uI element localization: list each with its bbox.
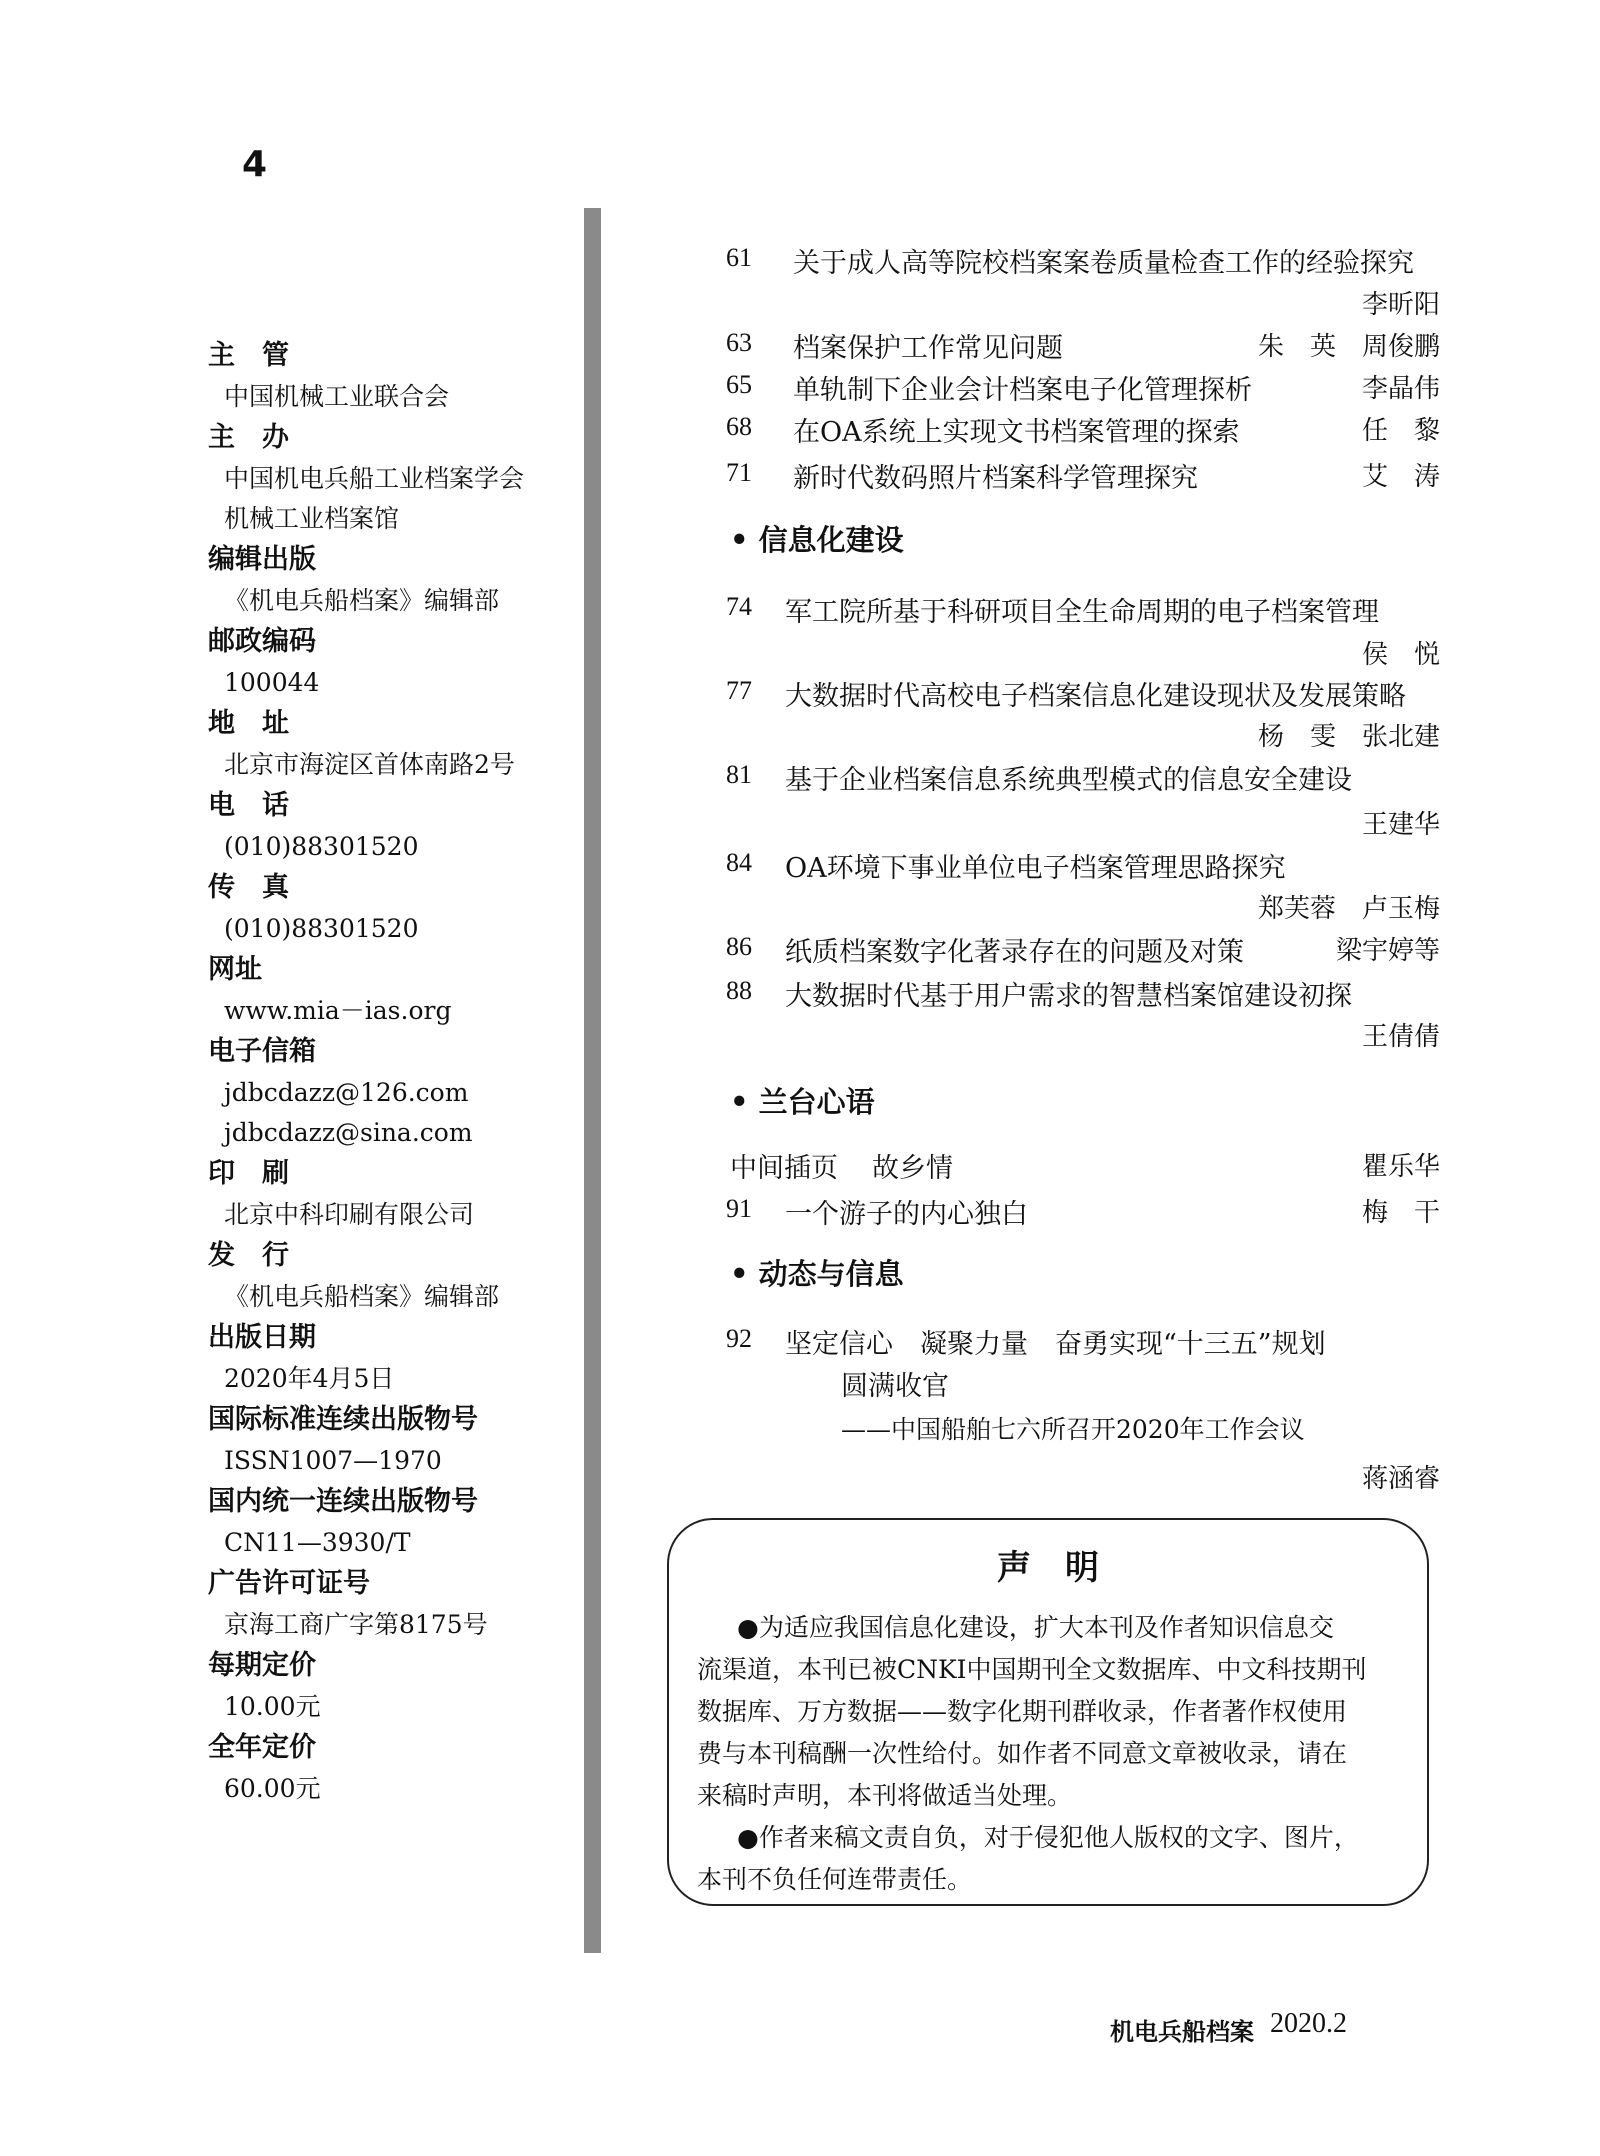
masthead-value[interactable]: jdbcdazz@126.com xyxy=(224,1078,469,1107)
toc-author: 郑芙蓉 卢玉梅 xyxy=(1257,894,1440,924)
masthead-value: 2020年4月5日 xyxy=(224,1364,395,1393)
masthead-value[interactable]: jdbcdazz@sina.com xyxy=(224,1118,473,1147)
notice-line: 数据库、万方数据——数字化期刊群收录，作者著作权使用 xyxy=(697,1697,1348,1726)
notice-line: ●为适应我国信息化建设，扩大本刊及作者知识信息交 xyxy=(737,1613,1334,1642)
masthead-label: 出版日期 xyxy=(208,1322,316,1353)
masthead-sidebar xyxy=(208,335,568,1809)
toc-page: 中间插页 xyxy=(730,1153,838,1184)
toc-author: 瞿乐华 xyxy=(1361,1152,1440,1182)
masthead-label: 主 管 xyxy=(208,340,289,371)
masthead-value: 京海工商广字第8175号 xyxy=(224,1610,488,1639)
column-divider xyxy=(584,208,601,1953)
masthead-value: 10.00元 xyxy=(224,1692,321,1721)
toc-author: 梁宇婷等 xyxy=(1335,936,1440,966)
masthead-label: 电子信箱 xyxy=(208,1036,316,1067)
toc-page: 84 xyxy=(726,848,752,877)
masthead-label: 电 话 xyxy=(208,790,289,821)
toc-title: 档案保护工作常见问题 xyxy=(793,333,1063,364)
toc-title-continued: 圆满收官 xyxy=(841,1371,949,1402)
notice-line: 来稿时声明，本刊将做适当处理。 xyxy=(697,1781,1073,1810)
toc-title: OA环境下事业单位电子档案管理思路探究 xyxy=(785,853,1286,884)
toc-author: 梅 干 xyxy=(1361,1198,1440,1228)
masthead-value: 100044 xyxy=(224,668,320,697)
masthead-value: CN11—3930/T xyxy=(224,1528,411,1557)
masthead-value[interactable]: www.mia－ias.org xyxy=(224,996,452,1025)
masthead-value: 北京市海淀区首体南路2号 xyxy=(224,750,515,779)
masthead-label: 传 真 xyxy=(208,872,289,903)
toc-title: 大数据时代高校电子档案信息化建设现状及发展策略 xyxy=(785,681,1406,712)
masthead-label: 主 办 xyxy=(208,422,289,453)
toc-page: 74 xyxy=(726,592,752,621)
page-number: 4 xyxy=(242,144,268,185)
masthead-label: 发 行 xyxy=(208,1240,289,1271)
masthead-label: 全年定价 xyxy=(208,1732,316,1763)
toc-page: 71 xyxy=(726,458,752,487)
toc-page: 65 xyxy=(726,370,752,399)
toc-author: 朱 英 周俊鹏 xyxy=(1257,332,1440,362)
toc-subtitle: ——中国船舶七六所召开2020年工作会议 xyxy=(841,1415,1305,1444)
masthead-value: ISSN1007—1970 xyxy=(224,1446,442,1475)
toc-title: 基于企业档案信息系统典型模式的信息安全建设 xyxy=(785,765,1352,796)
footer-journal-name: 机电兵船档案 xyxy=(1110,2017,1254,2046)
notice-line: ●作者来稿文责自负，对于侵犯他人版权的文字、图片， xyxy=(737,1823,1359,1852)
masthead-value: 中国机电兵船工业档案学会 xyxy=(224,464,525,493)
masthead-label: 网址 xyxy=(208,954,262,985)
toc-title: 坚定信心 凝聚力量 奋勇实现“十三五”规划 xyxy=(785,1329,1326,1360)
notice-title: 声 明 xyxy=(997,1548,1099,1588)
toc-title: 单轨制下企业会计档案电子化管理探析 xyxy=(793,375,1252,406)
masthead-label: 国内统一连续出版物号 xyxy=(208,1486,478,1517)
toc-author: 李晶伟 xyxy=(1361,374,1440,404)
masthead-value: 中国机械工业联合会 xyxy=(224,382,450,411)
toc-page: 61 xyxy=(726,243,752,272)
masthead-label: 每期定价 xyxy=(208,1650,316,1681)
notice-line: 本刊不负任何连带责任。 xyxy=(697,1865,973,1894)
notice-box xyxy=(667,1518,1429,1906)
masthead-value: 《机电兵船档案》编辑部 xyxy=(224,1282,500,1311)
masthead-label: 国际标准连续出版物号 xyxy=(208,1404,478,1435)
toc-section-heading: • 动态与信息 xyxy=(730,1257,904,1291)
toc-page: 88 xyxy=(726,976,752,1005)
toc-author: 王建华 xyxy=(1361,810,1440,840)
toc-author: 杨 雯 张北建 xyxy=(1257,722,1440,752)
masthead-value: 60.00元 xyxy=(224,1774,321,1803)
toc-section-heading: • 信息化建设 xyxy=(730,523,904,557)
toc-page: 68 xyxy=(726,412,752,441)
masthead-label: 广告许可证号 xyxy=(208,1568,370,1599)
toc-section-heading: • 兰台心语 xyxy=(730,1085,875,1119)
toc-author: 侯 悦 xyxy=(1361,640,1440,670)
masthead-label: 地 址 xyxy=(208,708,289,739)
toc-title: 故乡情 xyxy=(872,1153,953,1184)
toc-author: 蒋涵睿 xyxy=(1361,1464,1440,1494)
toc-title: 军工院所基于科研项目全生命周期的电子档案管理 xyxy=(785,597,1379,628)
toc-title: 在OA系统上实现文书档案管理的探索 xyxy=(793,417,1240,448)
toc-author: 任 黎 xyxy=(1361,416,1440,446)
masthead-value: 北京中科印刷有限公司 xyxy=(224,1200,475,1229)
masthead-value: (010)88301520 xyxy=(224,914,419,943)
toc-author: 艾 涛 xyxy=(1361,462,1440,492)
toc-page: 86 xyxy=(726,932,752,961)
toc-page: 92 xyxy=(726,1324,752,1353)
masthead-value: 机械工业档案馆 xyxy=(224,504,400,533)
masthead-label: 邮政编码 xyxy=(208,626,316,657)
toc-page: 91 xyxy=(726,1194,752,1223)
masthead-label: 印 刷 xyxy=(208,1158,289,1189)
toc-page: 63 xyxy=(726,328,752,357)
notice-line: 流渠道，本刊已被CNKI中国期刊全文数据库、中文科技期刊 xyxy=(697,1655,1367,1684)
notice-line: 费与本刊稿酬一次性给付。如作者不同意文章被收录，请在 xyxy=(697,1739,1348,1768)
toc-page: 77 xyxy=(726,676,752,705)
toc-author: 李昕阳 xyxy=(1361,290,1440,320)
toc-title: 新时代数码照片档案科学管理探究 xyxy=(793,463,1198,494)
toc-title: 纸质档案数字化著录存在的问题及对策 xyxy=(785,937,1244,968)
masthead-value: 《机电兵船档案》编辑部 xyxy=(224,586,500,615)
masthead-label: 编辑出版 xyxy=(208,544,316,575)
toc-title: 一个游子的内心独白 xyxy=(785,1199,1028,1230)
toc-page: 81 xyxy=(726,760,752,789)
footer-issue: 2020.2 xyxy=(1270,2008,1347,2039)
toc-title: 关于成人高等院校档案案卷质量检查工作的经验探究 xyxy=(793,248,1414,279)
toc-title: 大数据时代基于用户需求的智慧档案馆建设初探 xyxy=(785,981,1352,1012)
masthead-value: (010)88301520 xyxy=(224,832,419,861)
toc-author: 王倩倩 xyxy=(1361,1022,1440,1052)
